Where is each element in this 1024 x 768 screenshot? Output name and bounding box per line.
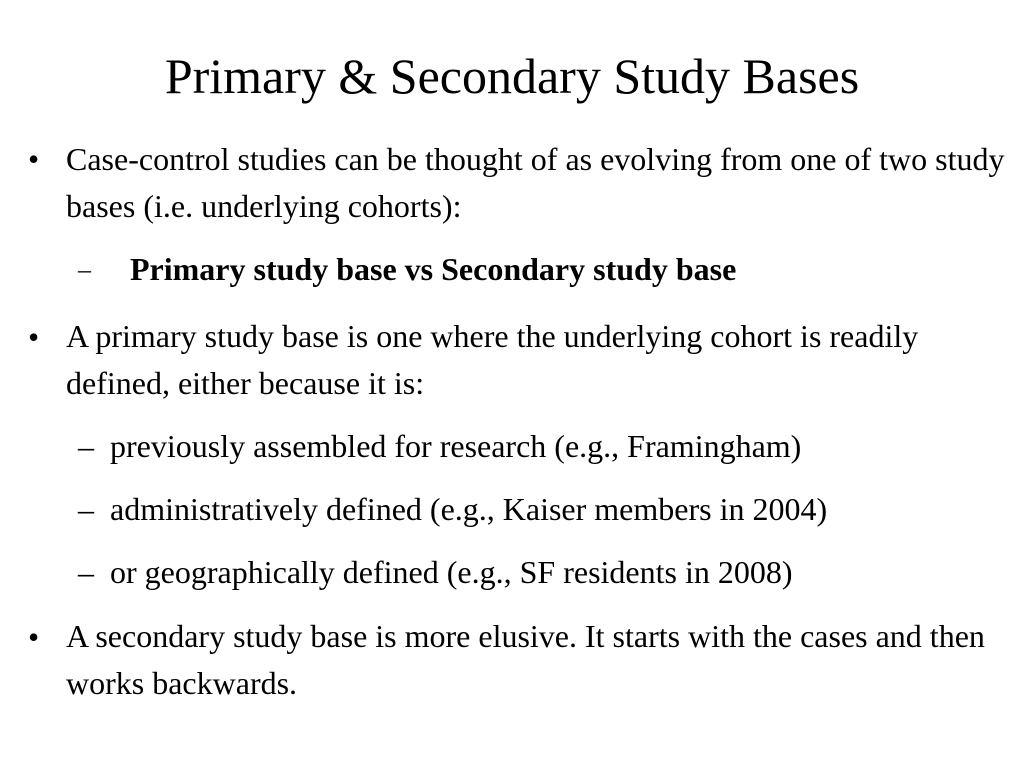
sub-1-1-text: Primary study base vs Secondary study base — [130, 251, 737, 287]
bullet-1-marker: • — [28, 141, 40, 177]
sub-2-2-text: administratively defined (e.g., Kaiser members in 2004) — [110, 491, 828, 527]
slide-title: Primary & Secondary Study Bases — [164, 48, 860, 104]
bullet-2-marker: • — [28, 319, 40, 355]
bullet-3-marker: • — [28, 619, 40, 655]
sub-2-1-marker: – — [78, 428, 94, 464]
bullet-2-text: A primary study base is one where the underlying cohort is readily defined, either because it is: — [66, 318, 919, 401]
sub-2-1-text: previously assembled for research (e.g., Framingham) — [110, 428, 802, 464]
sub-2-2-marker: – — [78, 491, 94, 527]
sub-2-3-text: or geographically defined (e.g., SF residents in 2008) — [110, 554, 793, 590]
sub-1-1-marker: – — [78, 255, 91, 284]
sub-2-3-marker: – — [78, 554, 94, 590]
bullet-1-text: Case-control studies can be thought of as evolving from one of two study bases (i.e. underlying cohorts): — [66, 141, 1005, 224]
bullet-3-text: A secondary study base is more elusive. It starts with the cases and then works backwards. — [66, 618, 985, 701]
